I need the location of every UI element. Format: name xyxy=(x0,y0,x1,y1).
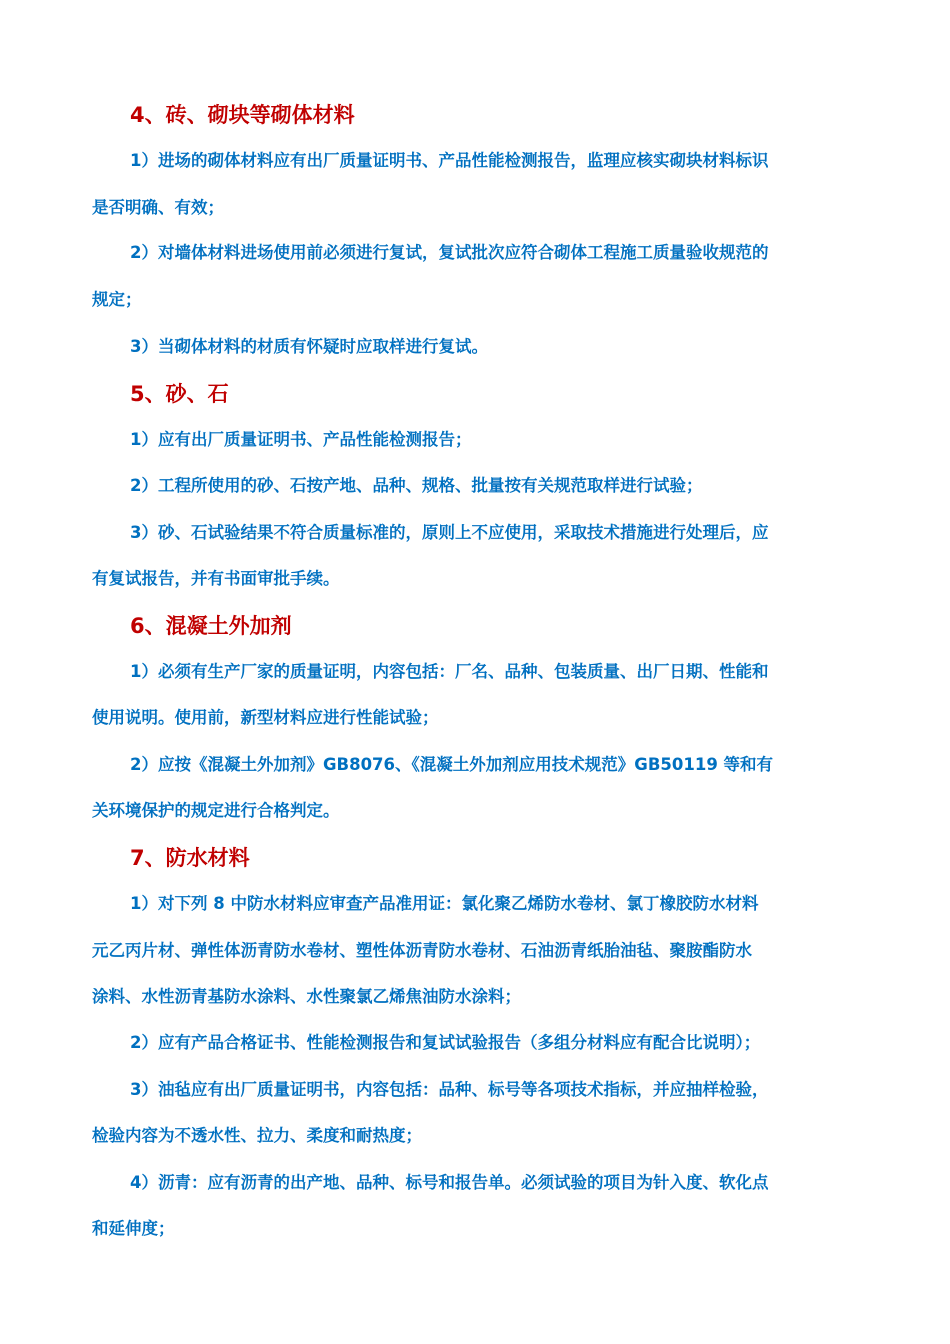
paragraph-line: 3）砂、石试验结果不符合质量标准的，原则上不应使用，采取技术措施进行处理后，应 xyxy=(130,523,769,542)
section-heading-7: 7、防水材料 xyxy=(130,846,250,870)
paragraph-line: 有复试报告，并有书面审批手续。 xyxy=(92,569,340,588)
paragraph-line: 规定； xyxy=(92,290,142,309)
paragraph-line: 元乙丙片材、弹性体沥青防水卷材、塑性体沥青防水卷材、石油沥青纸胎油毡、聚胺酯防水 xyxy=(92,941,752,960)
paragraph-line: 2）对墙体材料进场使用前必须进行复试，复试批次应符合砌体工程施工质量验收规范的 xyxy=(130,243,769,262)
paragraph-line: 和延伸度； xyxy=(92,1219,175,1238)
paragraph-line: 1）应有出厂质量证明书、产品性能检测报告； xyxy=(130,430,472,449)
section-heading-5: 5、砂、石 xyxy=(130,382,229,406)
paragraph-line: 3）当砌体材料的材质有怀疑时应取样进行复试。 xyxy=(130,337,488,356)
paragraph-line: 检验内容为不透水性、拉力、柔度和耐热度； xyxy=(92,1126,422,1145)
section-heading-4: 4、砖、砌块等砌体材料 xyxy=(130,103,355,127)
paragraph-line: 1）进场的砌体材料应有出厂质量证明书、产品性能检测报告，监理应核实砌块材料标识 xyxy=(130,151,769,170)
paragraph-line: 使用说明。使用前，新型材料应进行性能试验； xyxy=(92,708,439,727)
paragraph-line: 涂料、水性沥青基防水涂料、水性聚氯乙烯焦油防水涂料； xyxy=(92,987,521,1006)
paragraph-line: 2）应有产品合格证书、性能检测报告和复试试验报告（多组分材料应有配合比说明）； xyxy=(130,1033,761,1052)
paragraph-line: 4）沥青：应有沥青的出产地、品种、标号和报告单。必须试验的项目为针入度、软化点 xyxy=(130,1173,769,1192)
paragraph-line: 是否明确、有效； xyxy=(92,198,224,217)
section-heading-6: 6、混凝土外加剂 xyxy=(130,614,292,638)
paragraph-line: 关环境保护的规定进行合格判定。 xyxy=(92,801,340,820)
paragraph-line: 1）必须有生产厂家的质量证明，内容包括：厂名、品种、包装质量、出厂日期、性能和 xyxy=(130,662,769,681)
paragraph-line: 2）应按《混凝土外加剂》GB8076、《混凝土外加剂应用技术规范》GB50119 等和有 xyxy=(130,755,774,774)
paragraph-line: 2）工程所使用的砂、石按产地、品种、规格、批量按有关规范取样进行试验； xyxy=(130,476,703,495)
paragraph-line: 3）油毡应有出厂质量证明书，内容包括：品种、标号等各项技术指标，并应抽样检验， xyxy=(130,1080,769,1099)
paragraph-line: 1）对下列 8 中防水材料应审查产品准用证：氯化聚乙烯防水卷材、氯丁橡胶防水材料 xyxy=(130,894,759,913)
